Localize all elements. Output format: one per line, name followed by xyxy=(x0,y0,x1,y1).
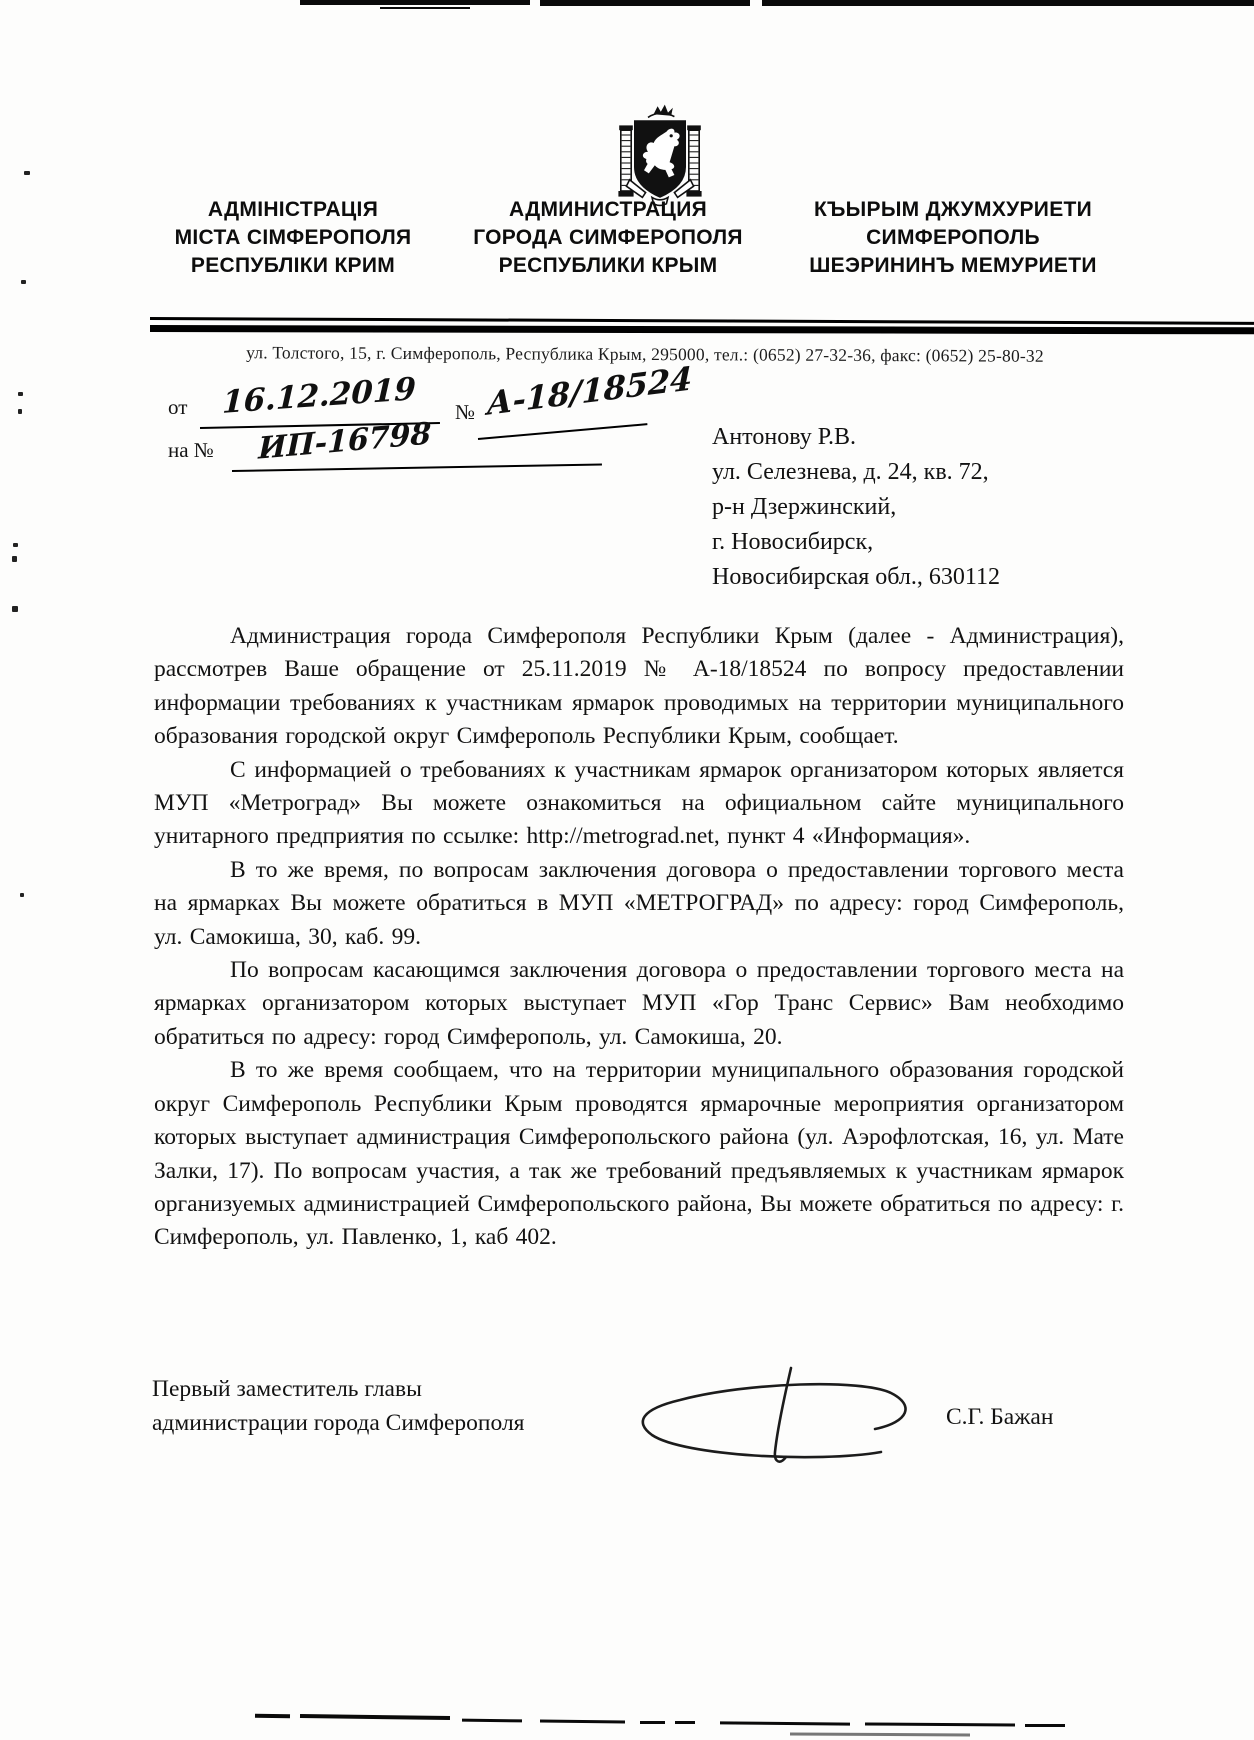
scan-speck xyxy=(24,171,30,175)
org-name-line: АДМИНИСТРАЦИЯ xyxy=(509,198,707,221)
org-name-line: РЕСПУБЛИКИ КРЫМ xyxy=(498,254,718,277)
org-name-line: МІСТА СІМФЕРОПОЛЯ xyxy=(174,226,412,249)
signer-position-line: администрации города Симферополя xyxy=(152,1410,525,1436)
scan-artifact-bottom xyxy=(865,1722,1015,1726)
ref-reply-value-handwritten: ИП-16798 xyxy=(258,416,432,467)
header-rule-thin xyxy=(150,317,1254,325)
scan-speck xyxy=(12,556,17,562)
scan-artifact-bottom xyxy=(255,1714,290,1719)
contact-address-line: ул. Толстого, 15, г. Симферополь, Республика Крым, 295000, тел.: (0652) 27-32-36, факс: (0652) 25-80-32 xyxy=(246,342,1044,366)
org-name-line: ШЕЭРИНИНЪ МЕМУРИЕТИ xyxy=(809,254,1097,277)
body-paragraph: В то же время, по вопросам заключения договора о предоставлении торгового места на ярмарках Вы можете обратиться в МУП «МЕТРОГРАД» по адресу: город Симферополь, ул. Самокиша, 30, каб. 99. xyxy=(154,856,1124,950)
signer-name: С.Г. Бажан xyxy=(946,1404,1054,1430)
scan-speck xyxy=(20,893,24,897)
body-paragraph: В то же время сообщаем, что на территории муниципального образования городской округ Симферополь Республики Крым проводятся ярмарочные мероприятия организатором которых выступает администрация Симферопольского района (ул. Аэрофлотская, 16, ул. Мате Залки, 17). По вопросам участия, а так же требований предъявляемых к участникам ярмарок организуемых администрацией Симферопольского района, Вы можете обратиться по адресу: г. Симферополь, ул. Павленко, 1, каб 402. xyxy=(154,1057,1124,1251)
body-paragraph: По вопросам касающимся заключения договора о предоставлении торгового места на ярмарках организатором которых выступает МУП «Гор Транс Сервис» Вам необходимо обратиться по адресу: город Симферополь, ул. Самокиша, 20. xyxy=(154,957,1124,1050)
recipient-district: р-н Дзержинский, xyxy=(712,494,897,520)
ref-number-label: № xyxy=(455,400,476,424)
recipient-city: г. Новосибирск, xyxy=(712,529,874,555)
ref-from-label: от xyxy=(168,395,188,419)
body-paragraph: С информацией о требованиях к участникам ярмарок организатором которых является МУП «Метроград» Вы можете ознакомиться на официальном сайте муниципального унитарного предприятия по ссылке: http://metrograd.net, пункт 4 «Информация». xyxy=(154,756,1124,850)
scan-speck xyxy=(18,392,23,396)
simferopol-coat-of-arms-icon xyxy=(612,103,708,211)
scan-speck xyxy=(21,280,26,284)
org-name-line: КЪЫРЫМ ДЖУМХУРИЕТИ xyxy=(813,198,1093,221)
scan-speck xyxy=(13,543,18,547)
org-name-line: РЕСПУБЛІКИ КРИМ xyxy=(190,254,396,277)
scan-artifact-top xyxy=(540,0,750,6)
scan-artifact-top xyxy=(380,7,470,9)
recipient-address-block xyxy=(712,420,1000,595)
scan-artifact-bottom xyxy=(640,1721,665,1724)
scan-speck xyxy=(18,409,22,414)
recipient-region-zip: Новосибирская обл., 630112 xyxy=(712,564,1000,590)
signer-position xyxy=(152,1372,524,1440)
ref-reply-underline xyxy=(232,464,602,472)
body-paragraph: Администрация города Симферополя Республики Крым (далее - Администрация), рассмотрев Ваше обращение от 25.11.2019 № А-18/18524 по вопросу предоставлении информации требованиях к участникам ярмарок проводимых на территории муниципального образования городской округ Симферополь Республики Крым, сообщает. xyxy=(154,623,1124,750)
ref-number-value-handwritten: А-18/18524 xyxy=(486,359,693,423)
scan-artifact-bottom xyxy=(462,1719,522,1723)
ref-from-value-handwritten: 16.12.2019 xyxy=(221,371,417,421)
scan-artifact-bottom xyxy=(540,1720,625,1724)
recipient-name: Антонову Р.В. xyxy=(712,424,857,450)
org-name-russian xyxy=(448,196,768,280)
org-name-line: АДМІНІСТРАЦІЯ xyxy=(207,198,379,221)
scan-artifact-bottom xyxy=(675,1721,695,1724)
signer-position-line: Первый заместитель главы xyxy=(152,1376,422,1402)
scan-artifact-top xyxy=(300,0,530,5)
org-name-crimean-tatar xyxy=(788,196,1118,280)
scan-speck xyxy=(12,606,18,612)
ref-reply-label: на № xyxy=(168,438,214,462)
scan-artifact-bottom xyxy=(300,1714,450,1720)
scan-artifact-bottom xyxy=(790,1733,970,1737)
header-rule-thick xyxy=(150,325,1254,334)
scan-artifact-top xyxy=(762,0,1254,6)
recipient-street: ул. Селезнева, д. 24, кв. 72, xyxy=(712,459,989,485)
letter-body xyxy=(154,620,1124,1255)
org-name-ukrainian xyxy=(158,196,428,280)
scan-artifact-bottom xyxy=(1025,1724,1065,1727)
org-name-line: ГОРОДА СИМФЕРОПОЛЯ xyxy=(473,226,743,249)
ref-number-underline xyxy=(478,423,648,440)
scan-artifact-bottom xyxy=(720,1721,850,1725)
handwritten-signature-icon xyxy=(628,1362,928,1472)
org-name-line: СИМФЕРОПОЛЬ xyxy=(866,226,1040,249)
